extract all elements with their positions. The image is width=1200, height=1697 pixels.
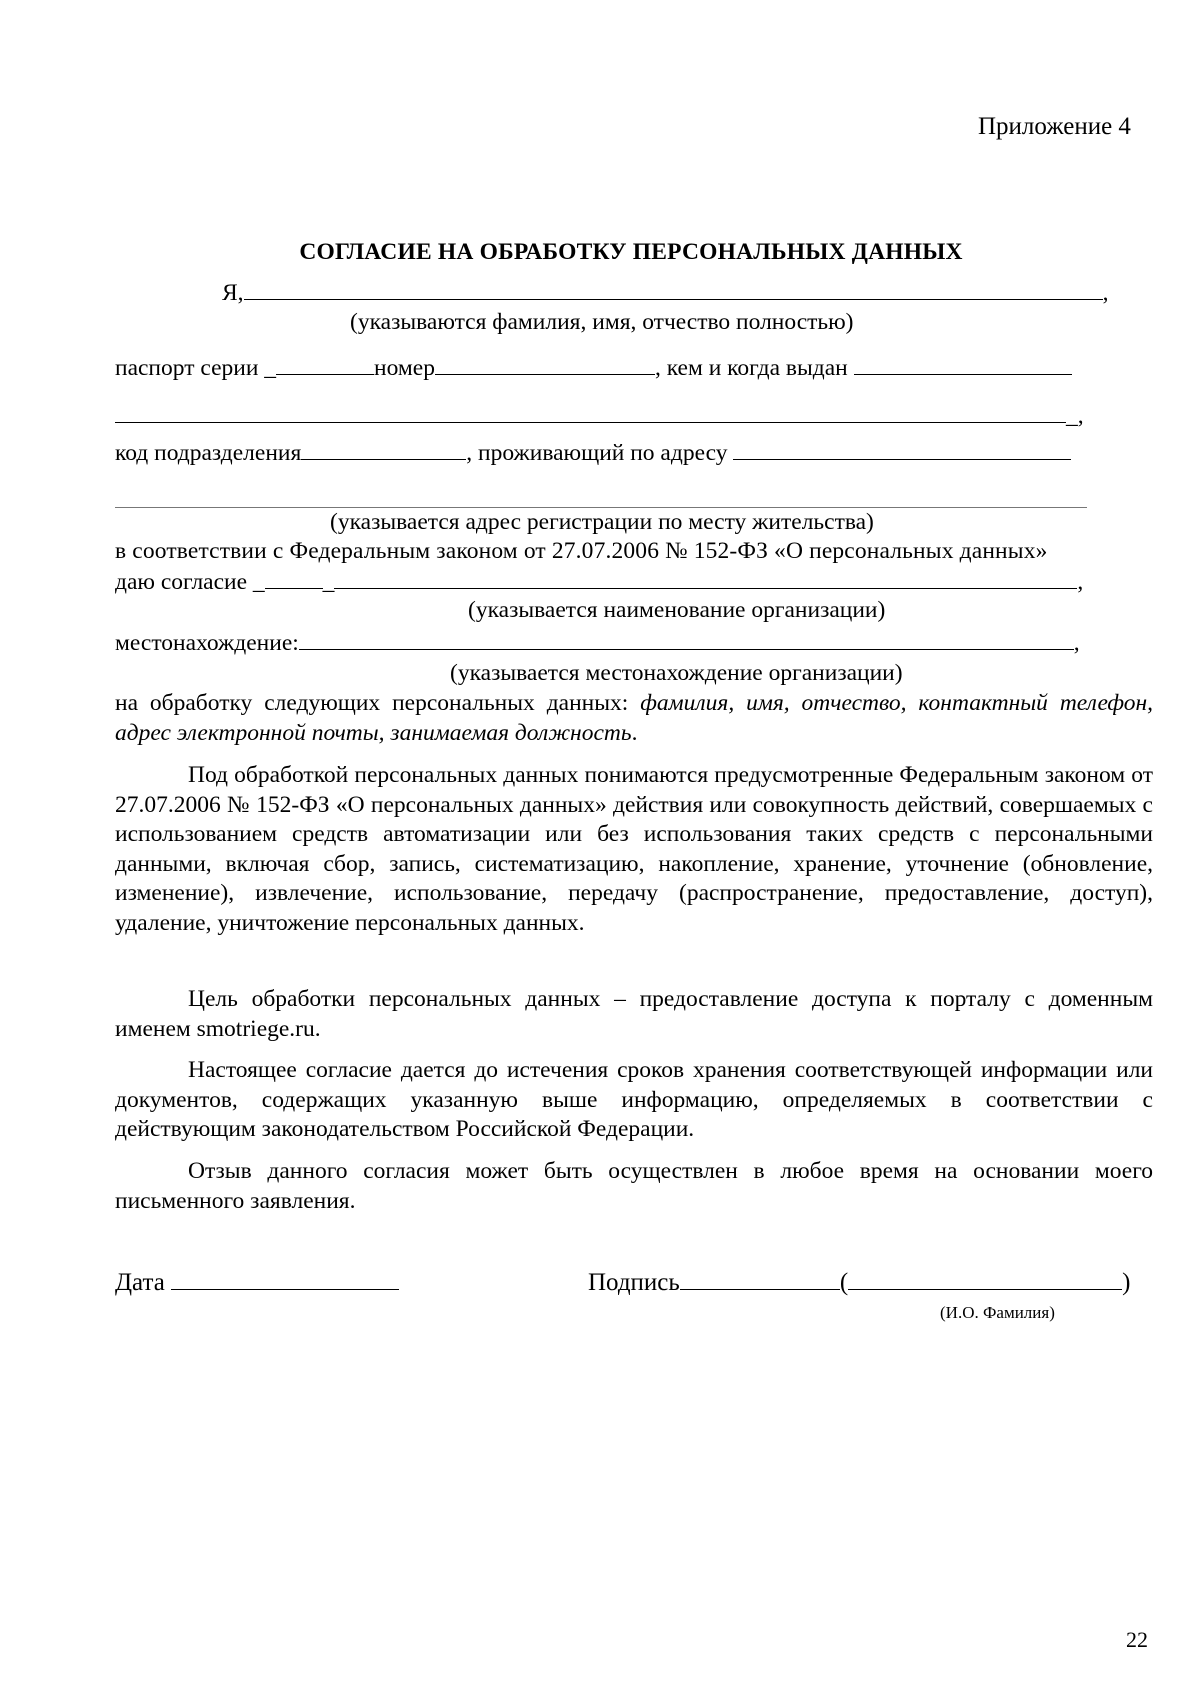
date-line	[115, 1267, 399, 1298]
hint-address: (указывается адрес регистрации по месту жительства)	[330, 509, 874, 535]
hint-location: (указывается местонахождение организации)	[450, 660, 903, 686]
i-label: Я,	[222, 280, 244, 306]
fio-line	[222, 277, 1108, 308]
processing-intro: на обработку следующих персональных данных:	[115, 690, 641, 716]
date-label: Дата	[115, 1269, 165, 1296]
name-hint: (И.О. Фамилия)	[940, 1303, 1055, 1322]
issued-continuation-field[interactable]	[115, 400, 1066, 423]
signer-name-field[interactable]	[848, 1267, 1122, 1290]
paragraph-duration-text: Настоящее согласие дается до истечения сроков хранения соответствующей информации или документов, содержащих указанную выше информацию, определяемых в соответствии с действующим законодательством Российской Федерации.	[115, 1057, 1153, 1142]
close-paren: )	[1122, 1269, 1131, 1296]
organization-field[interactable]	[334, 566, 1077, 589]
location-comma: ,	[1073, 630, 1080, 656]
paragraph-purpose	[115, 985, 1153, 1044]
signature-field[interactable]	[680, 1267, 840, 1290]
processing-period: .	[631, 719, 638, 746]
passport-line	[115, 352, 1072, 383]
paragraph-revocation-text: Отзыв данного согласия может быть осуществлен в любое время на основании моего письменного заявления.	[115, 1158, 1153, 1214]
paragraph-definition-text: Под обработкой персональных данных понимаются предусмотренные Федеральным законом от 27.07.2006 № 152-ФЗ «О персональных данных» действия или совокупность действий, совершаемых с использованием средств автоматизации или без использования таких средств с персональными данными, включая сбор, запись, систематизацию, накопление, хранение, уточнение (обновление, изменение), извлечение, использование, передачу (распространение, предоставление, доступ), удаление, уничтожение персональных данных.	[115, 762, 1153, 936]
address-field[interactable]	[733, 437, 1071, 460]
passport-number-field[interactable]	[435, 352, 655, 375]
division-code-label: код подразделения	[115, 440, 302, 466]
appendix-label: Приложение 4	[978, 113, 1131, 140]
consent-short-field[interactable]	[265, 566, 323, 589]
page-number: 22	[1126, 1627, 1148, 1652]
hint-org: (указывается наименование организации)	[468, 597, 886, 623]
issued-label: , кем и когда выдан	[654, 355, 848, 381]
processing-items: фамилия, имя, отчество, контактный телефон, адрес электронной почты, занимаемая должность	[115, 690, 1153, 746]
fio-field[interactable]	[244, 277, 1103, 300]
consent-comma: ,	[1077, 569, 1084, 595]
paragraph-revocation	[115, 1157, 1153, 1216]
passport-number-label: номер	[374, 355, 435, 381]
division-address-line	[115, 437, 1071, 468]
law-line: в соответствии с Федеральным законом от 27.07.2006 № 152-ФЗ «О персональных данных»	[115, 538, 1048, 564]
hint-fio: (указываются фамилия, имя, отчество полностью)	[350, 309, 854, 335]
processing-statement	[115, 689, 1153, 748]
consent-label: даю согласие _	[115, 569, 265, 595]
location-line	[115, 627, 1080, 658]
issued-by-field[interactable]	[854, 352, 1072, 375]
paragraph-duration	[115, 1056, 1153, 1145]
issued-continuation-line	[115, 400, 1084, 431]
open-paren: (	[839, 1269, 849, 1296]
line2-tail: _,	[1066, 403, 1084, 429]
consent-line	[115, 566, 1083, 597]
document-title: СОГЛАСИЕ НА ОБРАБОТКУ ПЕРСОНАЛЬНЫХ ДАННЫХ	[299, 239, 963, 265]
location-field[interactable]	[299, 627, 1074, 650]
division-code-field[interactable]	[301, 437, 466, 460]
location-label: местонахождение:	[115, 630, 299, 656]
paragraph-definition	[115, 761, 1153, 938]
signature-line	[588, 1267, 1130, 1298]
passport-series-label: паспорт серии _	[115, 355, 277, 381]
consent-mid: _	[322, 569, 335, 595]
fio-comma: ,	[1102, 280, 1109, 306]
paragraph-purpose-text: Цель обработки персональных данных – предоставление доступа к порталу с доменным именем smotriege.ru.	[115, 986, 1153, 1042]
passport-series-field[interactable]	[276, 352, 374, 375]
date-field[interactable]	[171, 1267, 399, 1290]
sign-label: Подпись	[588, 1269, 680, 1296]
residing-label: , проживающий по адресу	[466, 440, 728, 466]
